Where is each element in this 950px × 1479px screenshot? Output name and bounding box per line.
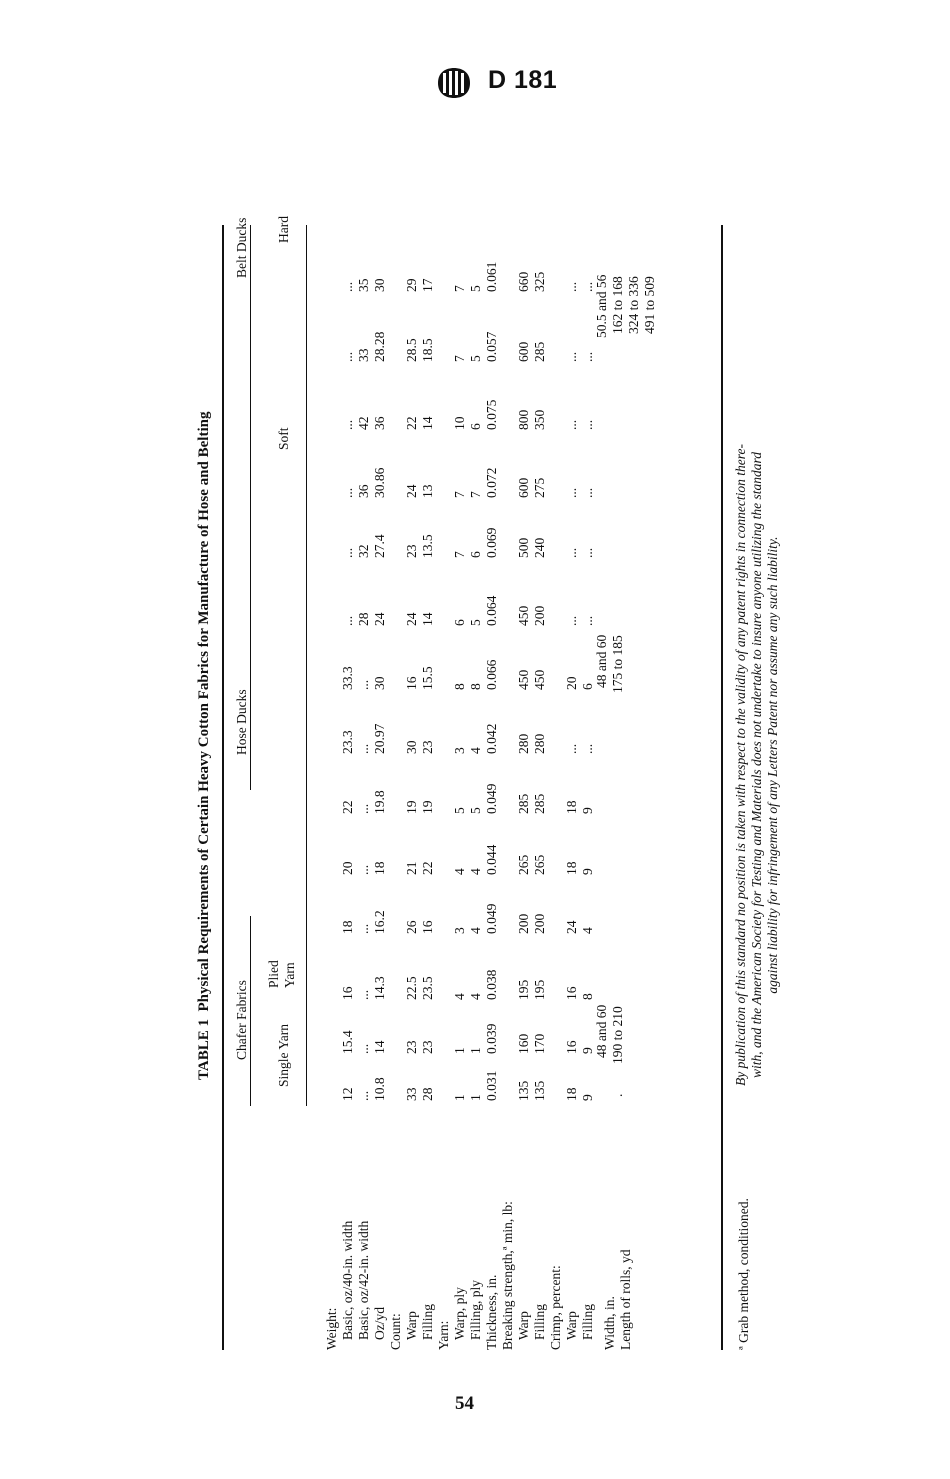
chafer-header-rule bbox=[250, 916, 251, 1106]
table-cell: 4 bbox=[452, 993, 467, 1000]
row-label: Breaking strength,ª min, lb: bbox=[500, 1201, 515, 1350]
table-cell: 30 bbox=[372, 278, 387, 292]
table-cell: 325 bbox=[532, 271, 547, 292]
table-cell: 0.072 bbox=[484, 467, 499, 498]
table-cell: 12 bbox=[340, 1087, 355, 1101]
length-hose: 175 to 185 bbox=[610, 635, 625, 693]
table-cell: 14 bbox=[372, 1040, 387, 1054]
table-cell: 16 bbox=[340, 986, 355, 1000]
table-cell: 18 bbox=[564, 861, 579, 875]
table-cell: 18 bbox=[340, 920, 355, 934]
table-cell: 0.031 bbox=[484, 1070, 499, 1101]
row-label: Warp bbox=[516, 1311, 531, 1340]
table-cell: 23 bbox=[404, 544, 419, 558]
table-cell: 15.5 bbox=[420, 666, 435, 690]
rotated-table-page bbox=[116, 120, 826, 1350]
table-cell: 9 bbox=[580, 1094, 595, 1101]
table-bottom-rule bbox=[721, 225, 723, 1350]
table-cell: 23 bbox=[420, 1040, 435, 1054]
table-cell: 28.5 bbox=[404, 338, 419, 362]
table-cell: 660 bbox=[516, 271, 531, 292]
table-cell: 32 bbox=[356, 544, 371, 558]
table-cell: 1 bbox=[452, 1094, 467, 1101]
table-cell: 135 bbox=[516, 1080, 531, 1101]
length-belt-1: 162 to 168 bbox=[610, 276, 625, 334]
table-cell: 265 bbox=[532, 854, 547, 875]
table-cell: 13 bbox=[420, 484, 435, 498]
table-cell: 9 bbox=[580, 807, 595, 814]
table-cell: 23.5 bbox=[420, 976, 435, 1000]
table-cell: 170 bbox=[532, 1033, 547, 1054]
notice-line-1: By publication of this standard no position is taken with respect to the validity of any patent rights in connection there- bbox=[733, 444, 748, 1086]
subheader-hard: Hard bbox=[276, 216, 291, 243]
width-hose: 48 and 60 bbox=[594, 634, 609, 688]
patent-notice bbox=[733, 265, 781, 1265]
table-cell: 16 bbox=[564, 986, 579, 1000]
table-cell: 6 bbox=[452, 619, 467, 626]
row-label: Length of rolls, yd bbox=[618, 1249, 633, 1350]
table-cell: 35 bbox=[356, 278, 371, 292]
table-cell: ... bbox=[356, 743, 371, 754]
table-cell: 3 bbox=[452, 927, 467, 934]
table-cell: 280 bbox=[532, 733, 547, 754]
table-cell: 28.28 bbox=[372, 331, 387, 362]
table-cell: ... bbox=[340, 487, 355, 498]
table-cell: 21 bbox=[404, 861, 419, 875]
row-label: Width, in. bbox=[602, 1296, 617, 1350]
table-cell: 5 bbox=[468, 619, 483, 626]
table-cell: ... bbox=[580, 419, 595, 430]
table-cell: 135 bbox=[532, 1080, 547, 1101]
table-cell: 200 bbox=[532, 605, 547, 626]
table-cell: ... bbox=[356, 989, 371, 1000]
astm-logo-icon bbox=[434, 66, 474, 100]
table-cell: 240 bbox=[532, 537, 547, 558]
table-cell: 800 bbox=[516, 409, 531, 430]
group-header-chafer: Chafer Fabrics bbox=[234, 980, 249, 1060]
width-chafer: 48 and 60 bbox=[594, 1004, 609, 1058]
table-cell: 450 bbox=[516, 669, 531, 690]
table-cell: ... bbox=[580, 547, 595, 558]
table-cell: 195 bbox=[532, 979, 547, 1000]
table-cell: 280 bbox=[516, 733, 531, 754]
subheader-single-yarn: Single Yarn bbox=[276, 1023, 291, 1087]
table-footnote: ª Grab method, conditioned. bbox=[736, 1198, 751, 1350]
subheader-rule bbox=[306, 225, 307, 1106]
table-cell: ... bbox=[340, 281, 355, 292]
table-cell: 24 bbox=[404, 484, 419, 498]
table-cell: 18.5 bbox=[420, 338, 435, 362]
table-cell: 22.5 bbox=[404, 976, 419, 1000]
table-cell: ... bbox=[564, 615, 579, 626]
table-cell: 36 bbox=[356, 484, 371, 498]
table-caption: TABLE 1 Physical Requirements of Certain Heavy Cotton Fabrics for Manufacture of Hose and Belting bbox=[196, 411, 212, 1080]
table-cell: 285 bbox=[516, 793, 531, 814]
table-cell: ... bbox=[564, 351, 579, 362]
table-cell: 0.042 bbox=[484, 723, 499, 754]
table-cell: 4 bbox=[468, 993, 483, 1000]
row-label: Yarn: bbox=[436, 1320, 451, 1350]
standard-designation: D 181 bbox=[488, 66, 558, 94]
table-cell: 23 bbox=[404, 1040, 419, 1054]
table-cell: 275 bbox=[532, 477, 547, 498]
table-cell: 9 bbox=[580, 868, 595, 875]
group-header-hose: Hose Ducks bbox=[234, 689, 249, 755]
table-cell: 7 bbox=[452, 355, 467, 362]
length-belt-2: 324 to 336 bbox=[626, 276, 641, 334]
table-cell: 33 bbox=[356, 348, 371, 362]
table-cell: 1 bbox=[468, 1047, 483, 1054]
table-cell: 33 bbox=[404, 1087, 419, 1101]
table-cell: 5 bbox=[468, 807, 483, 814]
table-cell: 20 bbox=[340, 861, 355, 875]
table-cell: 16 bbox=[564, 1040, 579, 1054]
table-cell: 5 bbox=[468, 285, 483, 292]
subheader-plied-yarn: Plied Yarn bbox=[266, 960, 297, 988]
table-cell: ... bbox=[580, 281, 595, 292]
table-cell: 0.057 bbox=[484, 331, 499, 362]
table-cell: ... bbox=[356, 1043, 371, 1054]
table-cell: 27.4 bbox=[372, 534, 387, 558]
table-cell: 14.3 bbox=[372, 976, 387, 1000]
chafer-dot: . bbox=[610, 1093, 625, 1097]
table-cell: 15.4 bbox=[340, 1030, 355, 1054]
table-cell: 600 bbox=[516, 341, 531, 362]
table-cell: 20.97 bbox=[372, 723, 387, 754]
table-cell: ... bbox=[356, 803, 371, 814]
table-cell: 1 bbox=[452, 1047, 467, 1054]
table-cell: 30 bbox=[372, 676, 387, 690]
row-label: Oz/yd bbox=[372, 1307, 387, 1340]
table-cell: 18 bbox=[372, 861, 387, 875]
table-cell: 4 bbox=[468, 868, 483, 875]
table-cell: 19.8 bbox=[372, 790, 387, 814]
row-label: Warp bbox=[564, 1311, 579, 1340]
row-label: Basic, oz/40-in. width bbox=[340, 1220, 355, 1340]
table-cell: 19 bbox=[404, 800, 419, 814]
width-belt-1: 50.5 and 56 bbox=[594, 274, 609, 338]
table-cell: 0.039 bbox=[484, 1023, 499, 1054]
table-cell: ... bbox=[356, 679, 371, 690]
table-cell: ... bbox=[340, 547, 355, 558]
table-cell: 265 bbox=[516, 854, 531, 875]
table-cell: 10.8 bbox=[372, 1077, 387, 1101]
table-cell: ... bbox=[564, 743, 579, 754]
length-belt-3: 491 to 509 bbox=[642, 276, 657, 334]
table-cell: 8 bbox=[468, 683, 483, 690]
table-cell: 600 bbox=[516, 477, 531, 498]
table-cell: 4 bbox=[468, 927, 483, 934]
row-label: Warp bbox=[404, 1311, 419, 1340]
row-label: Filling bbox=[580, 1303, 595, 1340]
table-cell: 16 bbox=[404, 676, 419, 690]
table-cell: 0.038 bbox=[484, 969, 499, 1000]
table-cell: ... bbox=[580, 615, 595, 626]
table-cell: 7 bbox=[452, 285, 467, 292]
table-cell: 0.049 bbox=[484, 903, 499, 934]
table-cell: 0.066 bbox=[484, 659, 499, 690]
table-cell: 0.049 bbox=[484, 783, 499, 814]
table-cell: 24 bbox=[564, 920, 579, 934]
table-cell: ... bbox=[340, 615, 355, 626]
row-label: Filling bbox=[420, 1303, 435, 1340]
table-cell: 16 bbox=[420, 920, 435, 934]
table-cell: ... bbox=[564, 547, 579, 558]
table-cell: 0.069 bbox=[484, 527, 499, 558]
table-cell: ... bbox=[340, 351, 355, 362]
table-cell: 6 bbox=[468, 551, 483, 558]
table-cell: 0.061 bbox=[484, 261, 499, 292]
table-cell: ... bbox=[580, 487, 595, 498]
table-cell: ... bbox=[356, 1090, 371, 1101]
subheader-soft: Soft bbox=[276, 427, 291, 450]
table-cell: 4 bbox=[468, 747, 483, 754]
row-label: Filling, ply bbox=[468, 1279, 483, 1340]
table-cell: 6 bbox=[580, 683, 595, 690]
table-cell: 24 bbox=[404, 612, 419, 626]
table-cell: 22 bbox=[404, 416, 419, 430]
table-cell: 28 bbox=[356, 612, 371, 626]
row-label: Crimp, percent: bbox=[548, 1265, 563, 1350]
table-cell: 23 bbox=[420, 740, 435, 754]
table-cell: 14 bbox=[420, 416, 435, 430]
row-label: Warp, ply bbox=[452, 1287, 467, 1340]
table-cell: 285 bbox=[532, 341, 547, 362]
table-cell: 4 bbox=[580, 927, 595, 934]
table-cell: 30.86 bbox=[372, 467, 387, 498]
table-cell: 195 bbox=[516, 979, 531, 1000]
table-cell: 3 bbox=[452, 747, 467, 754]
table-cell: 160 bbox=[516, 1033, 531, 1054]
table-cell: 16.2 bbox=[372, 910, 387, 934]
table-cell: 10 bbox=[452, 416, 467, 430]
soft-header-rule bbox=[250, 269, 251, 270]
table-top-rule bbox=[222, 225, 224, 1350]
table-cell: 20 bbox=[564, 676, 579, 690]
table-cell: ... bbox=[564, 487, 579, 498]
table-cell: ... bbox=[340, 419, 355, 430]
table-cell: 0.075 bbox=[484, 399, 499, 430]
table-cell: 29 bbox=[404, 278, 419, 292]
row-label: Weight: bbox=[324, 1307, 339, 1350]
table-cell: ... bbox=[580, 351, 595, 362]
table-cell: 14 bbox=[420, 612, 435, 626]
table-cell: 33.3 bbox=[340, 666, 355, 690]
group-header-belt: Belt Ducks bbox=[234, 217, 249, 278]
table-cell: 7 bbox=[452, 551, 467, 558]
table-cell: 450 bbox=[516, 605, 531, 626]
table-cell: ... bbox=[356, 923, 371, 934]
table-cell: 17 bbox=[420, 278, 435, 292]
page-number: 54 bbox=[455, 1393, 474, 1414]
table-cell: 200 bbox=[516, 913, 531, 934]
table-cell: 18 bbox=[564, 800, 579, 814]
belt-header-rule bbox=[250, 225, 251, 550]
row-label: Count: bbox=[388, 1313, 403, 1350]
table-cell: ... bbox=[356, 864, 371, 875]
table-cell: 36 bbox=[372, 416, 387, 430]
table-cell: ... bbox=[580, 743, 595, 754]
row-label: Basic, oz/42-in. width bbox=[356, 1220, 371, 1340]
table-cell: 4 bbox=[452, 868, 467, 875]
table-cell: 19 bbox=[420, 800, 435, 814]
table-cell: 0.044 bbox=[484, 844, 499, 875]
table-cell: 30 bbox=[404, 740, 419, 754]
notice-line-3: against liability for infringement of any Letters Patent nor assume any such liability. bbox=[765, 536, 780, 994]
table-cell: 7 bbox=[452, 491, 467, 498]
table-cell: 285 bbox=[532, 793, 547, 814]
table-cell: 5 bbox=[468, 355, 483, 362]
table-cell: 1 bbox=[468, 1094, 483, 1101]
table-cell: 0.064 bbox=[484, 595, 499, 626]
table-cell: 500 bbox=[516, 537, 531, 558]
table-cell: 18 bbox=[564, 1087, 579, 1101]
row-label: Thickness, in. bbox=[484, 1274, 499, 1350]
table-cell: 6 bbox=[468, 423, 483, 430]
table-cell: 350 bbox=[532, 409, 547, 430]
table-cell: 8 bbox=[580, 993, 595, 1000]
table-cell: 13.5 bbox=[420, 534, 435, 558]
table-cell: 22 bbox=[420, 861, 435, 875]
table-cell: 22 bbox=[340, 800, 355, 814]
table-cell: 450 bbox=[532, 669, 547, 690]
table-cell: 24 bbox=[372, 612, 387, 626]
table-cell: 8 bbox=[452, 683, 467, 690]
table-cell: 26 bbox=[404, 920, 419, 934]
table-cell: ... bbox=[564, 419, 579, 430]
table-cell: 23.3 bbox=[340, 730, 355, 754]
table-cell: 200 bbox=[532, 913, 547, 934]
row-label: Filling bbox=[532, 1303, 547, 1340]
table-cell: 5 bbox=[452, 807, 467, 814]
table-cell: 7 bbox=[468, 491, 483, 498]
table-cell: 28 bbox=[420, 1087, 435, 1101]
table-cell: ... bbox=[564, 281, 579, 292]
length-chafer: 190 to 210 bbox=[610, 1006, 625, 1064]
table-cell: 42 bbox=[356, 416, 371, 430]
notice-line-2: with, and the American Society for Testing and Materials does not undertake to insure anyone utilizing the standard bbox=[749, 452, 764, 1078]
table-cell: 9 bbox=[580, 1047, 595, 1054]
